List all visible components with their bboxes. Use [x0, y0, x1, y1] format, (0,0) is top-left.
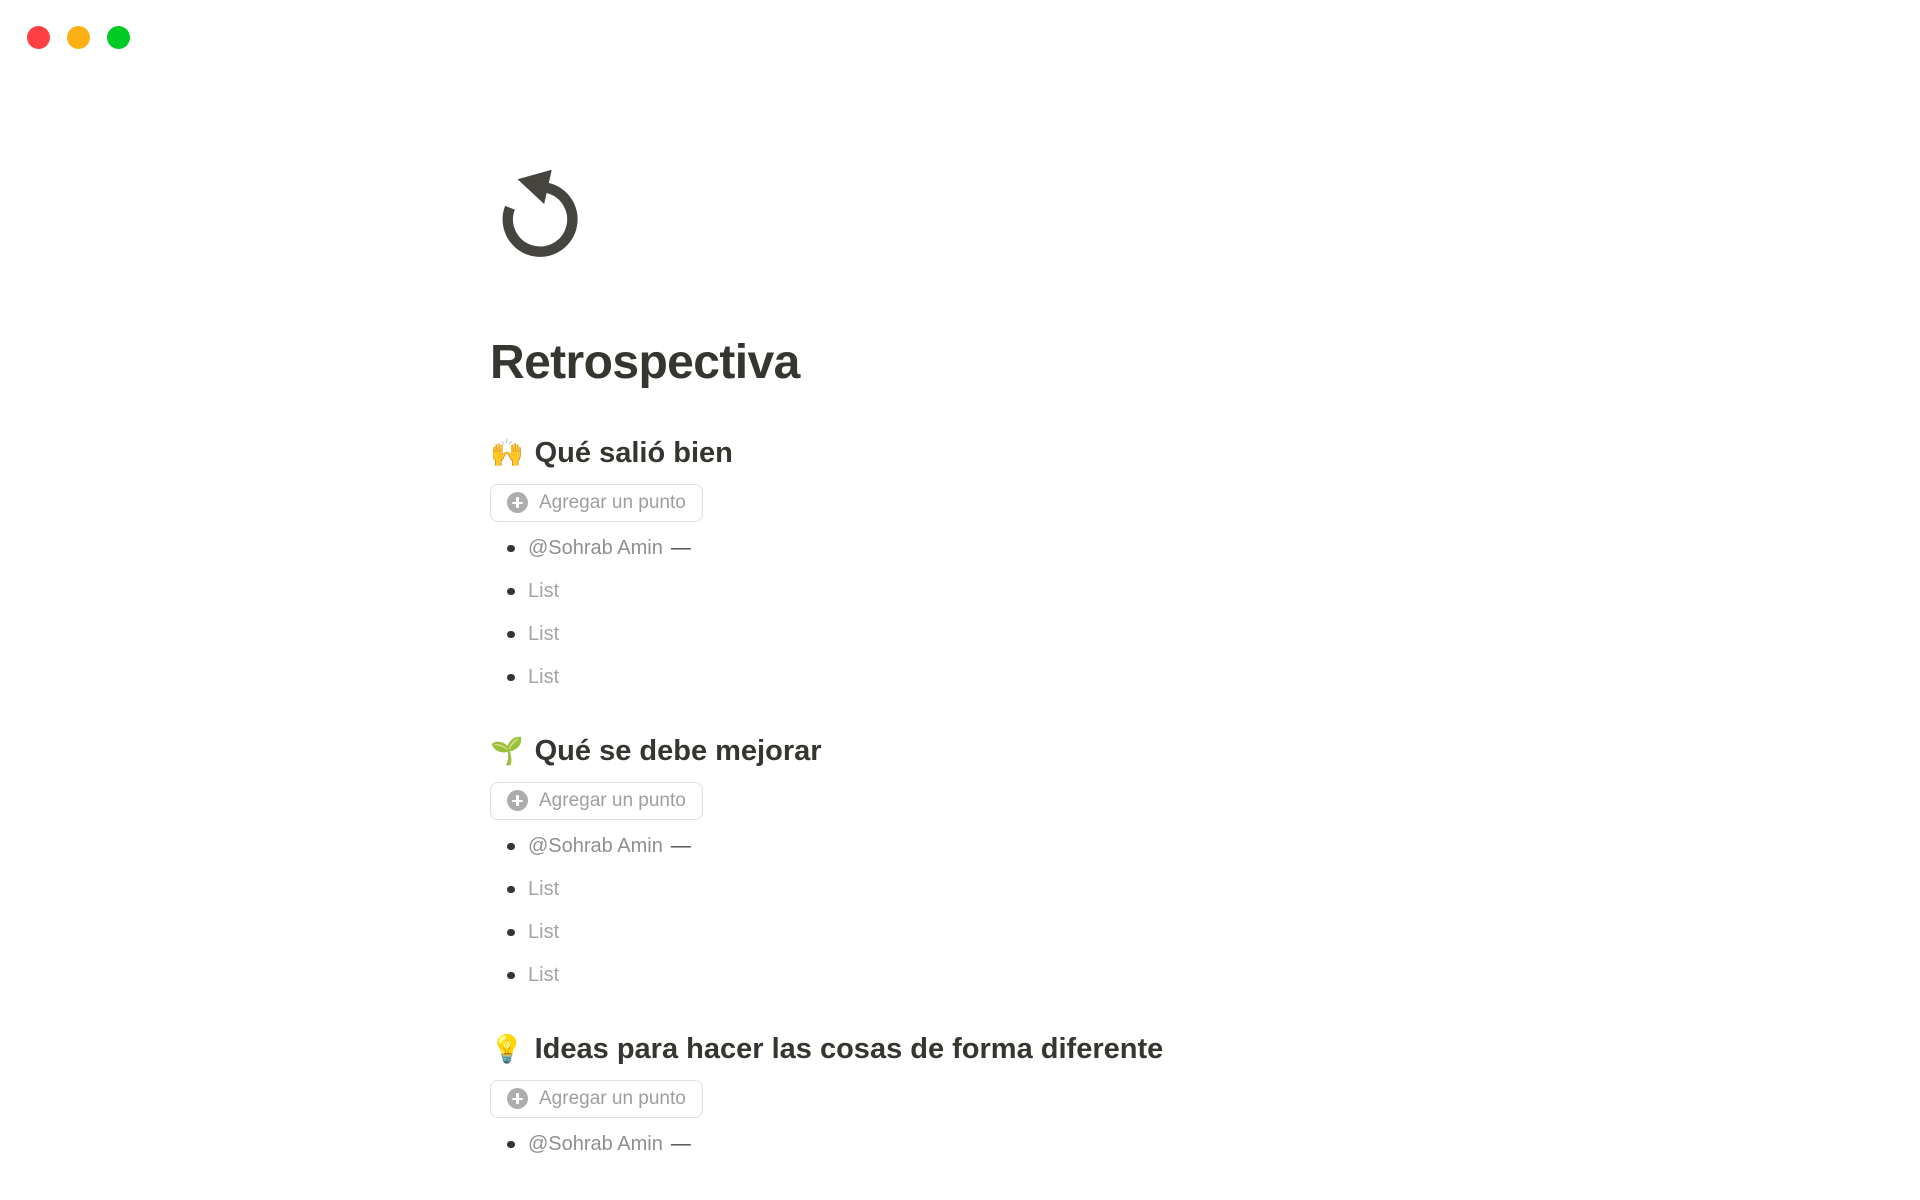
list-item-placeholder[interactable]: [490, 570, 1440, 613]
sections-container: [490, 434, 1440, 1166]
section-heading[interactable]: [490, 1030, 1440, 1068]
list-item-mention[interactable]: [490, 527, 1440, 570]
section-heading-text: Qué salió bien: [534, 436, 733, 469]
list-item-placeholder[interactable]: [490, 911, 1440, 954]
window-titlebar: [27, 26, 130, 49]
page-title[interactable]: Retrospectiva: [490, 336, 800, 389]
section-emoji-icon: 🙌: [490, 437, 524, 468]
close-button[interactable]: [27, 26, 50, 49]
add-point-label: Agregar un punto: [539, 789, 686, 811]
user-mention[interactable]: @Sohrab Amin: [528, 834, 663, 857]
section-emoji-icon: 💡: [490, 1033, 524, 1064]
list-item-mention[interactable]: [490, 825, 1440, 868]
dash-separator: —: [670, 834, 691, 857]
section-heading[interactable]: [490, 434, 1440, 472]
add-point-label: Agregar un punto: [539, 491, 686, 513]
dash-separator: —: [670, 1132, 691, 1155]
add-point-button[interactable]: [490, 1080, 703, 1118]
add-point-label: Agregar un punto: [539, 1087, 686, 1109]
list-item-mention[interactable]: [490, 1123, 1440, 1166]
section: [490, 434, 1440, 699]
section-heading[interactable]: [490, 732, 1440, 770]
page-content: [490, 0, 1440, 1166]
minimize-button[interactable]: [67, 26, 90, 49]
section-emoji-icon: 🌱: [490, 735, 524, 766]
bullet-list: [490, 825, 1440, 997]
add-point-button[interactable]: [490, 484, 703, 522]
user-mention[interactable]: @Sohrab Amin: [528, 536, 663, 559]
section: [490, 732, 1440, 997]
list-placeholder: List: [528, 920, 560, 943]
bullet-list: [490, 1123, 1440, 1166]
plus-circle-icon: [507, 1088, 528, 1109]
zoom-button[interactable]: [107, 26, 130, 49]
add-point-button[interactable]: [490, 782, 703, 820]
plus-circle-icon: [507, 492, 528, 513]
section-heading-text: Qué se debe mejorar: [534, 734, 822, 767]
dash-separator: —: [670, 536, 691, 559]
list-placeholder: List: [528, 622, 560, 645]
section-heading-text: Ideas para hacer las cosas de forma diferente: [534, 1032, 1164, 1065]
list-placeholder: List: [528, 579, 560, 602]
list-item-placeholder[interactable]: [490, 656, 1440, 699]
section: [490, 1030, 1440, 1166]
plus-circle-icon: [507, 790, 528, 811]
anticlockwise-arrow-icon: [490, 165, 585, 260]
user-mention[interactable]: @Sohrab Amin: [528, 1132, 663, 1155]
page-icon-undo-arrow-icon[interactable]: [490, 165, 585, 260]
list-placeholder: List: [528, 877, 560, 900]
bullet-list: [490, 527, 1440, 699]
list-placeholder: List: [528, 963, 560, 986]
list-item-placeholder[interactable]: [490, 613, 1440, 656]
list-placeholder: List: [528, 665, 560, 688]
list-item-placeholder[interactable]: [490, 868, 1440, 911]
list-item-placeholder[interactable]: [490, 954, 1440, 997]
